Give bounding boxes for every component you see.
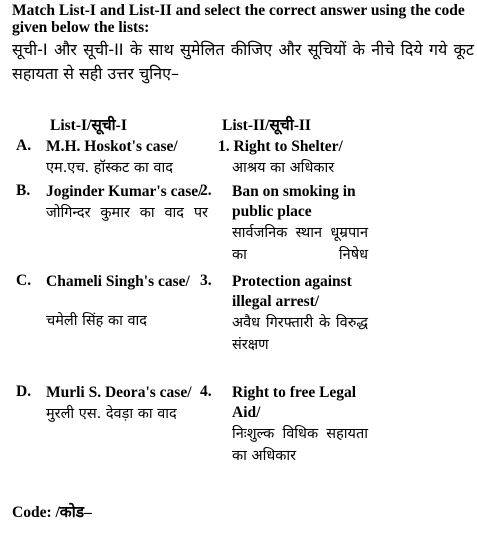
list2-item-hindi: अवैध गिरफ्तारी के विरुद्ध संरक्षण xyxy=(232,315,368,353)
row-letter: A. xyxy=(16,137,32,154)
list2-header: List-II/सूची-II xyxy=(222,117,311,134)
list1-item xyxy=(46,272,208,332)
list1-item-hindi: चमेली सिंह का वाद xyxy=(46,313,147,329)
list2-item xyxy=(218,137,368,179)
row-number: 3. xyxy=(200,272,212,289)
list2-item xyxy=(232,272,368,356)
list1-item xyxy=(46,383,218,425)
list1-item-hindi: जोगिन्दर कुमार का वाद पर xyxy=(46,205,208,221)
row-number: 4. xyxy=(200,383,212,400)
list2-item-english: Ban on smoking in public place xyxy=(232,183,356,220)
list2-item xyxy=(232,383,368,467)
list1-header: List-I/सूची-I xyxy=(50,117,127,134)
row-letter: C. xyxy=(16,272,32,289)
list2-item-english: 1. Right to Shelter/ xyxy=(218,138,343,155)
list2-item-english: Right to free Legal Aid/ xyxy=(232,384,357,421)
list1-item-english: Murli S. Deora's case/ xyxy=(46,384,192,401)
list2-item xyxy=(232,182,368,266)
row-number: 2. xyxy=(200,182,212,199)
instruction-hindi: सूची-I और सूची-II के साथ सुमेलित कीजिए और सूचियों के नीचे दिये गये कूट सहायता से सही उत्तर चुनिए– xyxy=(12,40,474,83)
list1-item-english: Joginder Kumar's case/ xyxy=(46,183,203,200)
row-letter: D. xyxy=(16,383,32,400)
code-label: Code: /कोड– xyxy=(12,504,92,521)
list2-item-hindi: निःशुल्क विधिक सहायता का अधिकार xyxy=(232,426,368,464)
row-letter: B. xyxy=(16,182,31,199)
list2-item-hindi: आश्रय का अधिकार xyxy=(232,160,335,176)
list1-item-hindi: एम.एच. हॉस्कट का वाद xyxy=(46,160,173,176)
list1-item xyxy=(46,182,208,224)
list1-item xyxy=(46,137,216,179)
list2-item-hindi: सार्वजनिक स्थान धूम्रपान का निषेध xyxy=(232,225,368,263)
instruction-english: Match List-I and List-II and select the correct answer using the code given below the lists: xyxy=(12,2,465,36)
list1-item-english: Chameli Singh's case/ xyxy=(46,273,190,290)
list2-item-english: Protection against illegal arrest/ xyxy=(232,273,352,310)
list1-item-english: M.H. Hoskot's case/ xyxy=(46,138,178,155)
list1-item-hindi: मुरली एस. देवड़ा का वाद xyxy=(46,406,177,422)
